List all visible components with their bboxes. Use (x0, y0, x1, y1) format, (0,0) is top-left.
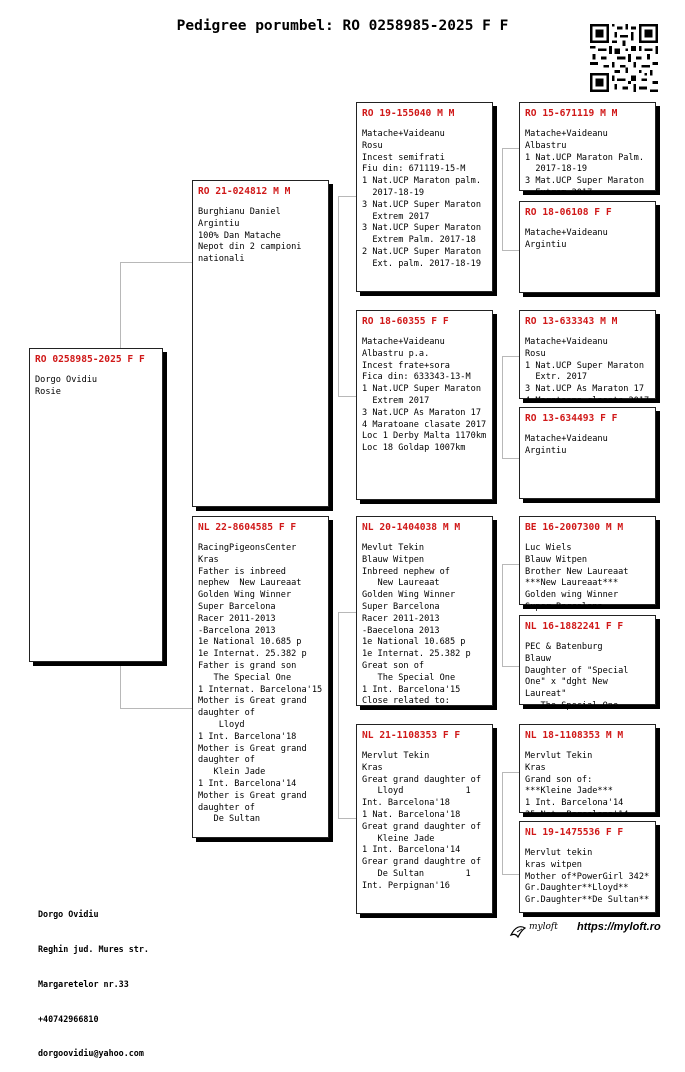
ring-number: RO 13-634493 F F (525, 413, 618, 424)
card-line: Father is grand son (198, 660, 297, 671)
pigeon-card-mfm[interactable] (519, 615, 656, 711)
ring-number: BE 16-2007300 M M (525, 522, 624, 533)
connector (338, 396, 356, 397)
card-line: Incest frate+sora (362, 360, 450, 371)
card-line: Brother New Laureaat (525, 566, 629, 577)
card-line: daughter of (198, 755, 255, 766)
card-line: Argintiu (525, 239, 567, 250)
card-line: Gr.Daughter**De Sultan** (525, 895, 650, 906)
card-line: Luc Wiels (525, 543, 572, 553)
owner-name: Dorgo Ovidiu (38, 909, 99, 920)
connector (120, 262, 192, 263)
card-line: 1 Internat. Barcelona'15 (198, 684, 323, 695)
card-line: Mervlut Tekin (525, 751, 593, 761)
pigeon-card-mmm[interactable] (519, 821, 656, 913)
card-line: Extrem 2017 (525, 187, 593, 198)
card-line: -Baecelona 2013 (362, 625, 440, 636)
card-line: Super Barcelona (525, 601, 603, 612)
card-line: Matache+Vaideanu (525, 228, 608, 238)
card-line: Super Barcelona (198, 601, 276, 612)
card-line: 100% Dan Matache (198, 230, 281, 241)
card-line: Super Barcelona (362, 601, 440, 612)
card-line: Close related to: (362, 696, 450, 707)
card-line: Great son of (362, 660, 425, 671)
card-line: Gr.Daughter**Lloyd** (525, 883, 629, 894)
owner-address-line: Margaretelor nr.33 (38, 978, 129, 989)
card-line: Great grand daughter of (362, 774, 481, 785)
pigeon-card-mff[interactable] (519, 516, 656, 612)
card-line: 35 Nat. Barcelona'14 (525, 809, 629, 820)
card-line: Loc 1 Derby Malta 1170km (362, 431, 487, 442)
card-line: Extrem 2017 (362, 395, 430, 406)
pigeon-card-paternal-grandfather[interactable] (356, 102, 493, 292)
card-line: Matache+Vaideanu (362, 129, 445, 139)
connector (338, 612, 356, 613)
qr-code-icon (590, 24, 658, 92)
connector (502, 564, 519, 565)
card-line: ***Kleine Jade*** (525, 786, 613, 797)
page-title: Pedigree porumbel: RO 0258985-2025 F F (176, 18, 509, 34)
card-line: Mother is Great grand (198, 696, 307, 707)
connector (502, 356, 503, 458)
ring-number: NL 16-1882241 F F (525, 621, 624, 632)
card-line: Ext. palm. 2017-18-19 (362, 258, 481, 269)
card-line: 1 Nat.UCP Super Maraton (525, 360, 644, 371)
card-line: 1 Int. Barcelona'14 (362, 845, 461, 856)
card-line: Extrem 2017 (362, 211, 430, 222)
card-line: Matache+Vaideanu (525, 129, 608, 139)
card-line: Argintiu (525, 445, 567, 456)
card-line: Dorgo Ovidiu (35, 375, 98, 385)
card-line: Rosu (525, 348, 546, 359)
card-line: 2017-18-19 (525, 164, 588, 175)
ring-number: NL 22-8604585 F F (198, 522, 297, 533)
card-line: Mervlut Tekin (362, 751, 430, 761)
pigeon-card-maternal-grandmother[interactable] (356, 724, 493, 914)
pigeon-card-ffm[interactable] (519, 201, 656, 293)
card-line: One" x "dght New (525, 677, 608, 688)
pigeon-card-fmm[interactable] (519, 407, 656, 499)
owner-address-line: Reghin jud. Mures str. (38, 943, 149, 954)
card-line: Golden Wing Winner (362, 590, 456, 601)
ring-number: RO 21-024812 M M (198, 186, 291, 197)
card-line: 4 Maratoane clasate 2017 (362, 419, 487, 430)
card-line: Int. Barcelona'18 (362, 798, 450, 809)
card-line: Great grand daughter of (362, 821, 481, 832)
connector (502, 458, 519, 459)
pigeon-card-paternal-grandmother[interactable] (356, 310, 493, 500)
card-line: Blauw (525, 653, 551, 664)
card-line: Fiu din: 671119-15-M (362, 164, 466, 175)
connector (502, 666, 519, 667)
card-line: 3 Mat.UCP Super Maraton (525, 176, 644, 187)
card-line: Kleine Jade (362, 833, 435, 844)
card-line: Incest semifrati (362, 152, 445, 163)
ring-number: RO 19-155040 M M (362, 108, 455, 119)
card-line: 3 Nat.UCP As Maraton 17 (362, 407, 481, 418)
connector (502, 148, 519, 149)
card-line: De Sultan (198, 814, 261, 825)
card-line: 3 Nat.UCP Super Maraton (362, 223, 481, 234)
card-line: RacingPigeonsCenter (198, 543, 297, 553)
connector (120, 262, 121, 348)
card-line: nephew New Laureaat (198, 578, 302, 589)
card-line: 4 Maratoane clasate 2017 (525, 395, 650, 406)
card-line: 1 Nat. Barcelona'18 (362, 809, 461, 820)
connector (338, 612, 339, 818)
card-line: Loc 18 Goldap 1007km (362, 443, 466, 454)
card-line: De Sultan 1 (362, 868, 471, 879)
connector (502, 356, 519, 357)
card-line: Extr. 2017 (525, 372, 588, 383)
card-line: Kras (198, 554, 219, 565)
ring-number: RO 15-671119 M M (525, 108, 618, 119)
card-line: 1e National 10.685 p (362, 637, 466, 648)
ring-number: RO 13-633343 M M (525, 316, 618, 327)
card-line: Mother of*PowerGirl 342* (525, 871, 650, 882)
ring-number: NL 19-1475536 F F (525, 827, 624, 838)
card-line: The Special One (362, 672, 456, 683)
card-line: PEC & Batenburg (525, 642, 603, 652)
pigeon-card-subject[interactable] (29, 348, 163, 662)
card-line: Daughter of "Special (525, 665, 629, 676)
ring-number: NL 20-1404038 M M (362, 522, 461, 533)
owner-phone: +40742966810 (38, 1013, 99, 1024)
owner-contact (38, 886, 149, 1072)
ring-number: RO 18-06108 F F (525, 207, 612, 218)
card-line: Laureat" (525, 689, 567, 700)
ring-number: RO 0258985-2025 F F (35, 354, 145, 365)
card-line: Matache+Vaideanu (525, 434, 608, 444)
card-line: 1e Internat. 25.382 p (362, 649, 471, 660)
card-line: 2017-18-19 (362, 187, 425, 198)
connector (120, 662, 121, 709)
card-line: Argintiu (198, 218, 240, 229)
ring-number: NL 21-1108353 F F (362, 730, 461, 741)
connector (338, 196, 356, 197)
card-line: 3 Nat.UCP As Maraton 17 (525, 384, 644, 395)
card-line: Grear grand daughtre of (362, 857, 481, 868)
card-line: Nepot din 2 campioni (198, 242, 302, 253)
card-line: Rosie (35, 386, 61, 397)
card-line: Golden Wing Winner (198, 590, 292, 601)
card-line: daughter of (198, 708, 255, 719)
ring-number: RO 18-60355 F F (362, 316, 449, 327)
card-line: Lloyd (198, 719, 245, 730)
website-link[interactable]: https://myloft.ro (577, 921, 661, 933)
card-line: ***New Laureaat*** (525, 578, 619, 589)
card-line: Albastru (525, 140, 567, 151)
connector (502, 148, 503, 250)
connector (502, 874, 519, 875)
card-line: Mother is Great grand (198, 790, 307, 801)
card-line: 1 Nat.UCP Super Maraton (362, 384, 481, 395)
card-line: Racer 2011-2013 (198, 613, 276, 624)
card-line: kras witpen (525, 859, 582, 870)
connector (120, 708, 192, 709)
card-line: Lloyd 1 (362, 786, 471, 797)
card-line: 1 Int. Barcelona'18 (198, 731, 297, 742)
card-line: nationali (198, 254, 245, 265)
pigeon-card-father[interactable] (192, 180, 329, 507)
card-line: Inbreed nephew of (362, 566, 450, 577)
card-line: 1 Nat.UCP Maraton palm. (362, 176, 481, 187)
card-line: Matache+Vaideanu (525, 337, 608, 347)
connector (338, 818, 356, 819)
card-line: Matache+Vaideanu (362, 337, 445, 347)
pigeon-card-fmf[interactable] (519, 310, 656, 406)
card-line: 1 Int. Barcelona'15 (362, 684, 461, 695)
card-line: 1 Int. Barcelona'14 (198, 778, 297, 789)
connector (502, 564, 503, 666)
card-line: 1 Int. Barcelona'14 (525, 798, 624, 809)
connector (502, 772, 503, 874)
card-line: 1e National 10.685 p (198, 637, 302, 648)
card-line: Father is inbreed (198, 566, 286, 577)
card-line: Blauw Witpen (362, 554, 425, 565)
connector (502, 250, 519, 251)
card-line: Int. Perpignan'16 (362, 880, 450, 891)
connector (502, 772, 519, 773)
card-line: Kras (362, 762, 383, 773)
card-line: Mother is Great grand (198, 743, 307, 754)
ring-number: NL 18-1108353 M M (525, 730, 624, 741)
card-line: Racer 2011-2013 (362, 613, 440, 624)
card-line: Mevlut Tekin (362, 543, 425, 553)
card-line: daughter of (198, 802, 255, 813)
card-line: Mervlut tekin (525, 848, 593, 858)
pigeon-card-maternal-grandfather[interactable] (356, 516, 493, 706)
card-line: Burghianu Daniel (198, 207, 281, 217)
card-line: 1e Internat. 25.382 p (198, 649, 307, 660)
pigeon-card-mother[interactable] (192, 516, 329, 838)
card-line: 3 Nat.UCP Super Maraton (362, 199, 481, 210)
card-line: -Barcelona 2013 (198, 625, 276, 636)
card-line: Rosu (362, 140, 383, 151)
card-line: Kras (525, 762, 546, 773)
pigeon-card-fff[interactable] (519, 102, 656, 198)
card-line: 1 Nat.UCP Maraton Palm. (525, 152, 644, 163)
connector (338, 196, 339, 396)
card-line: 2 Nat.UCP Super Maraton (362, 246, 481, 257)
owner-email: dorgoovidiu@yahoo.com (38, 1048, 144, 1059)
card-line: Grand son of: (525, 774, 593, 785)
pigeon-card-mmf[interactable] (519, 724, 656, 820)
card-line: Golden wing Winner (525, 590, 619, 601)
card-line: Fica din: 633343-13-M (362, 372, 471, 383)
card-line: The Special One (198, 672, 292, 683)
card-line: Klein Jade (198, 767, 266, 778)
card-line: New Laureaat (362, 578, 440, 589)
card-line: Extrem Palm. 2017-18 (362, 235, 476, 246)
card-line: Albastru p.a. (362, 348, 430, 359)
card-line: The Special One (525, 700, 619, 711)
brand-logo-text: myloft (529, 922, 558, 932)
card-line: Blauw Witpen (525, 554, 588, 565)
